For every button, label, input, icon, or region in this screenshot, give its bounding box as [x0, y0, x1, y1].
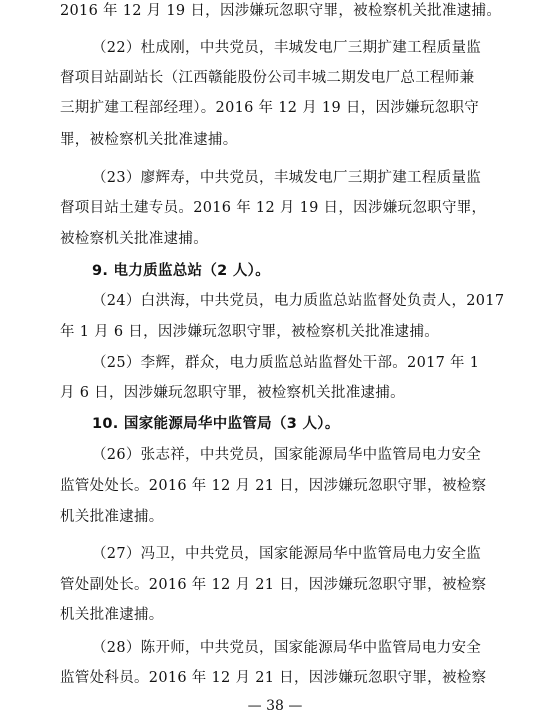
text-line: （26）张志祥，中共党员，国家能源局华中监管局电力安全: [92, 447, 482, 463]
page-number: — 38 —: [247, 698, 303, 714]
text-line: （22）杜成刚，中共党员，丰城发电厂三期扩建工程质量监: [92, 40, 482, 56]
text-line: 管处副处长。2016 年 12 月 21 日，因涉嫌玩忽职守罪，被检察: [60, 577, 487, 593]
text-line: 监管处科员。2016 年 12 月 21 日，因涉嫌玩忽职守罪，被检察: [60, 670, 487, 686]
section-heading: 9. 电力质监总站（2 人）。: [92, 263, 271, 279]
text-line: 机关批准逮捕。: [60, 607, 164, 623]
text-line: 2016 年 12 月 19 日，因涉嫌玩忽职守罪，被检察机关批准逮捕。: [60, 3, 502, 19]
text-line: （25）李辉，群众，电力质监总站监督处干部。2017 年 1: [92, 355, 480, 371]
text-line: （23）廖辉寿，中共党员，丰城发电厂三期扩建工程质量监: [92, 170, 482, 186]
text-line: （27）冯卫，中共党员，国家能源局华中监管局电力安全监: [92, 546, 482, 562]
text-line: 三期扩建工程部经理）。2016 年 12 月 19 日，因涉嫌玩忽职守: [60, 100, 480, 116]
text-line: （28）陈开师，中共党员，国家能源局华中监管局电力安全: [92, 640, 482, 656]
text-line: 年 1 月 6 日，因涉嫌玩忽职守罪，被检察机关批准逮捕。: [60, 324, 440, 340]
text-line: 监管处处长。2016 年 12 月 21 日，因涉嫌玩忽职守罪，被检察: [60, 478, 487, 494]
text-line: 罪，被检察机关批准逮捕。: [60, 132, 238, 148]
text-line: （24）白洪海，中共党员，电力质监总站监督处负责人，2017: [92, 293, 505, 309]
text-line: 机关批准逮捕。: [60, 509, 164, 525]
text-line: 被检察机关批准逮捕。: [60, 231, 208, 247]
text-line: 督项目站副站长（江西赣能股份公司丰城二期发电厂总工程师兼: [60, 70, 475, 86]
text-line: 月 6 日，因涉嫌玩忽职守罪，被检察机关批准逮捕。: [60, 385, 405, 401]
section-heading: 10. 国家能源局华中监管局（3 人）。: [92, 416, 340, 432]
text-line: 督项目站土建专员。2016 年 12 月 19 日，因涉嫌玩忽职守罪，: [60, 200, 487, 216]
